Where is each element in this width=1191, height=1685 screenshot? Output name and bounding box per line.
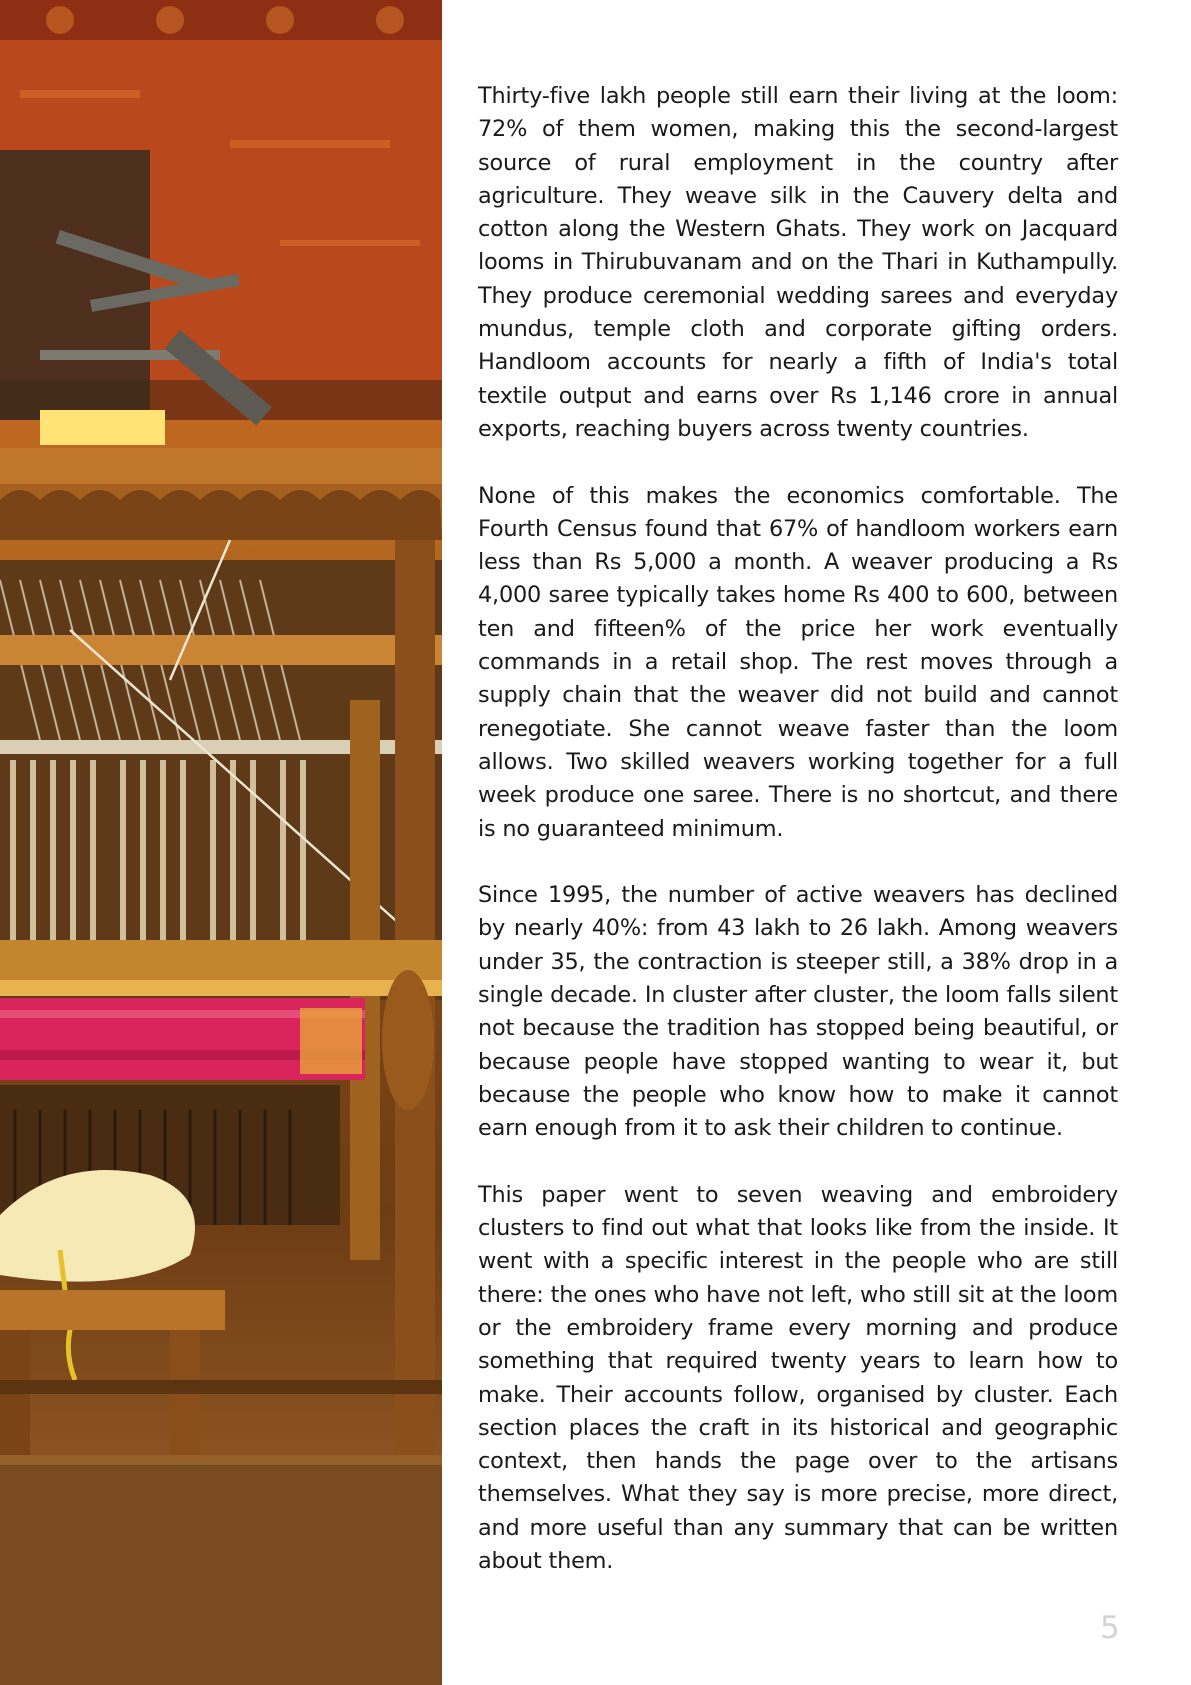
body-text	[478, 80, 1118, 1612]
page-number: 5	[1100, 1610, 1120, 1646]
paragraph-study-scope: This paper went to seven weaving and embroidery clusters to find out what that looks like from the inside. It went with a specific interest in the people who are still there: the ones who have not left, who still sit at the loom or the embroidery frame every morning and produce something that required twenty years to learn how to make. Their accounts follow, organised by cluster. Each section places the craft in its historical and geographic context, then hands the page over to the artisans themselves. What they say is more precise, more direct, and more useful than any summary that can be written about them.	[478, 1181, 1118, 1575]
loom-illustration	[0, 0, 442, 1685]
paragraph-decline: Since 1995, the number of active weavers has declined by nearly 40%: from 43 lakh to 26 lakh. Among weavers under 35, the contraction is steeper still, a 38% drop in a single decade. In cluster after cluster, the loom falls silent not because the tradition has stopped being beautiful, or because people have stopped wanting to wear it, but because the people who know how to make it cannot earn enough from it to ask their children to continue.	[478, 882, 1118, 1142]
paragraph-employment: Thirty-five lakh people still earn their living at the loom: 72% of them women, making this the second-largest source of rural employment in the country after agriculture. They weave silk in the Cauvery delta and cotton along the Western Ghats. They work on Jacquard looms in Thirubuvanam and on the Thari in Kuthampully. They produce ceremonial wedding sarees and everyday mundus, temple cloth and corporate gifting orders. Handloom accounts for nearly a fifth of India's total textile output and earns over Rs 1,146 crore in annual exports, reaching buyers across twenty countries.	[478, 83, 1118, 442]
paragraph-economics: None of this makes the economics comfortable. The Fourth Census found that 67% of handloom workers earn less than Rs 5,000 a month. A weaver producing a Rs 4,000 saree typically takes home Rs 400 to 600, between ten and fifteen% of the price her work eventually commands in a retail shop. The rest moves through a supply chain that the weaver did not build and cannot renegotiate. She cannot weave faster than the loom allows. Two skilled weavers working together for a full week produce one saree. There is no shortcut, and there is no guaranteed minimum.	[478, 482, 1118, 842]
handloom-photo	[0, 0, 442, 1685]
